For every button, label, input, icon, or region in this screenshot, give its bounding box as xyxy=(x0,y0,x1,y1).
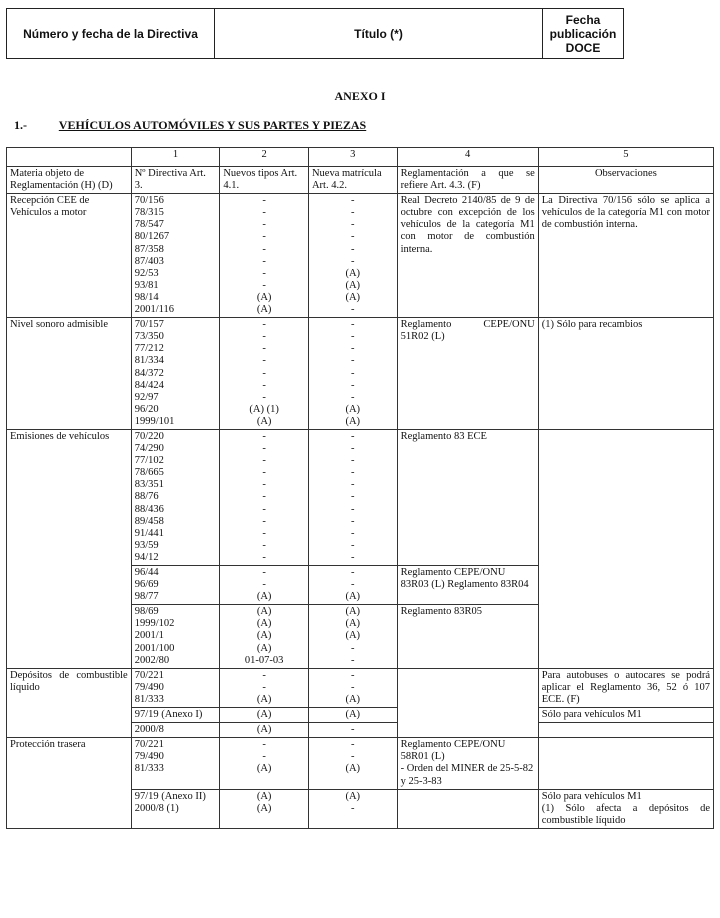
col-number-2: 2 xyxy=(220,148,309,167)
nueva-matricula-list-line: - xyxy=(351,343,355,355)
directiva-list-line: 91/441 xyxy=(134,527,164,539)
nuevos-tipos-list xyxy=(220,429,309,565)
nuevos-tipos-list-line: - xyxy=(262,219,266,231)
nuevos-tipos-list-line: - xyxy=(262,751,266,763)
header-nueva-matricula: Nueva matrícula Art. 4.2. xyxy=(308,167,397,194)
directiva-list-line: 1999/101 xyxy=(134,415,175,427)
nueva-matricula-list-line: - xyxy=(351,443,355,455)
nueva-matricula-list-line: (A) xyxy=(345,606,361,618)
directiva-list xyxy=(131,566,220,605)
directiva-list-line: 97/19 (Anexo II) xyxy=(134,790,206,802)
nueva-matricula-list-line: (A) xyxy=(345,693,361,705)
observaciones-cell: (1) Sólo para recambios xyxy=(538,318,713,430)
directiva-list-line: 2001/116 xyxy=(134,304,174,316)
nueva-matricula-list-line: (A) xyxy=(345,630,361,642)
nuevos-tipos-list-line: - xyxy=(262,515,266,527)
nueva-matricula-list-line: - xyxy=(351,355,355,367)
nueva-matricula-list-line: (A) xyxy=(345,790,361,802)
nueva-matricula-list-line: - xyxy=(351,367,355,379)
col-number-3: 3 xyxy=(308,148,397,167)
nueva-matricula-list-line: - xyxy=(351,319,355,331)
directiva-list-line: 84/372 xyxy=(134,367,164,379)
table-row xyxy=(7,318,714,430)
nueva-matricula-list-line: (A) xyxy=(345,267,361,279)
directiva-list-line: 78/665 xyxy=(134,467,164,479)
nuevos-tipos-list-line: - xyxy=(262,367,266,379)
nueva-matricula-list-line: (A) xyxy=(345,763,361,775)
nueva-matricula-list xyxy=(308,789,397,828)
nuevos-tipos-list-line: (A) xyxy=(256,724,272,736)
nuevos-tipos-list-line: - xyxy=(262,455,266,467)
directiva-list xyxy=(131,194,220,318)
directiva-list-line: 78/315 xyxy=(134,207,164,219)
reglamento-line: - Orden del MINER de 25-5-82 y 25-3-83 xyxy=(400,763,534,787)
nueva-matricula-list-line: - xyxy=(351,739,355,751)
materia-cell: Emisiones de vehículos xyxy=(7,429,132,668)
directiva-list-line: 79/490 xyxy=(134,751,164,763)
header-col-title: Título (*) xyxy=(215,9,543,58)
nuevos-tipos-list-line: - xyxy=(262,669,266,681)
directiva-list-line: 88/76 xyxy=(134,491,159,503)
nuevos-tipos-list-line: (A) xyxy=(256,606,272,618)
directiva-list-line: 70/221 xyxy=(134,739,164,751)
nueva-matricula-list-line: - xyxy=(351,207,355,219)
nueva-matricula-list-line: - xyxy=(351,669,355,681)
nuevos-tipos-list-line: (A) (1) xyxy=(249,403,279,415)
nueva-matricula-list-line: - xyxy=(351,642,355,654)
observaciones-cell: Sólo para vehículos M1 xyxy=(538,708,713,723)
directiva-list-line: 92/97 xyxy=(134,391,159,403)
nueva-matricula-list-line: - xyxy=(351,654,355,666)
directiva-list-line: 81/334 xyxy=(134,355,164,367)
section-title: VEHÍCULOS AUTOMÓVILES Y SUS PARTES Y PIEZAS xyxy=(58,118,367,132)
header-materia: Materia objeto de Reglamentación (H) (D) xyxy=(7,167,132,194)
observaciones-cell xyxy=(538,789,713,828)
nuevos-tipos-list-line: - xyxy=(262,243,266,255)
nuevos-tipos-list-line: (A) xyxy=(256,591,272,603)
directiva-list-line: 79/490 xyxy=(134,681,164,693)
nuevos-tipos-list-line: - xyxy=(262,681,266,693)
nueva-matricula-list-line: - xyxy=(351,503,355,515)
directiva-list-line: 2000/8 xyxy=(134,724,164,736)
nuevos-tipos-list-line: - xyxy=(262,527,266,539)
observaciones-cell xyxy=(538,723,713,738)
nuevos-tipos-list-line: (A) xyxy=(256,630,272,642)
directiva-list xyxy=(131,668,220,707)
observaciones-cell: Para autobuses o autocares se podrá aplicar el Reglamento 36, 52 ó 107 ECE. (F) xyxy=(538,668,713,707)
directives-table xyxy=(6,147,714,829)
col-number-4: 4 xyxy=(397,148,538,167)
nueva-matricula-list-line: (A) xyxy=(345,709,361,721)
nueva-matricula-list-line: - xyxy=(351,551,355,563)
nuevos-tipos-list xyxy=(220,708,309,723)
directiva-list-line: 92/53 xyxy=(134,267,159,279)
nuevos-tipos-list-line: (A) xyxy=(256,802,272,814)
observaciones-cell xyxy=(538,738,713,789)
nueva-matricula-list-line: - xyxy=(351,219,355,231)
nueva-matricula-list-line: (A) xyxy=(345,403,361,415)
nuevos-tipos-list-line: - xyxy=(262,319,266,331)
materia-cell: Protección trasera xyxy=(7,738,132,829)
directiva-list xyxy=(131,723,220,738)
directiva-list-line: 2001/1 xyxy=(134,630,164,642)
directiva-list-line: 98/14 xyxy=(134,291,159,303)
materia-cell: Depósitos de combustible líquido xyxy=(7,668,132,737)
col-number-1: 1 xyxy=(131,148,220,167)
nuevos-tipos-list-line: (A) xyxy=(256,291,272,303)
directiva-list-line: 98/69 xyxy=(134,606,159,618)
directiva-list-line: 70/156 xyxy=(134,195,164,207)
nueva-matricula-list-line: - xyxy=(351,455,355,467)
table-row xyxy=(7,429,714,565)
nuevos-tipos-list-line: (A) xyxy=(256,763,272,775)
nueva-matricula-list xyxy=(308,566,397,605)
directiva-list-line: 78/547 xyxy=(134,219,164,231)
section-number: 1.- xyxy=(14,118,27,132)
nueva-matricula-list-line: - xyxy=(351,681,355,693)
nueva-matricula-list-line: - xyxy=(351,724,355,736)
reglamento-cell: Reglamento CEPE/ONU 83R03 (L) Reglamento 83R04 xyxy=(397,566,538,605)
nuevos-tipos-list-line: - xyxy=(262,467,266,479)
column-number-row xyxy=(7,148,714,167)
nueva-matricula-list xyxy=(308,738,397,789)
materia-cell: Recepción CEE de Vehículos a motor xyxy=(7,194,132,318)
nuevos-tipos-list xyxy=(220,723,309,738)
nuevos-tipos-list xyxy=(220,318,309,430)
directiva-list-line: 73/350 xyxy=(134,331,164,343)
directiva-list-line: 70/157 xyxy=(134,319,164,331)
nuevos-tipos-list xyxy=(220,738,309,789)
nuevos-tipos-list-line: - xyxy=(262,343,266,355)
table-row xyxy=(7,194,714,318)
directiva-list-line: 98/77 xyxy=(134,591,159,603)
nuevos-tipos-list-line: - xyxy=(262,231,266,243)
nueva-matricula-list-line: - xyxy=(351,430,355,442)
nuevos-tipos-list-line: - xyxy=(262,279,266,291)
nueva-matricula-list xyxy=(308,605,397,668)
reglamento-cell xyxy=(397,738,538,789)
nuevos-tipos-list-line: - xyxy=(262,539,266,551)
nuevos-tipos-list-line: 01-07-03 xyxy=(244,654,284,666)
nuevos-tipos-list xyxy=(220,668,309,707)
nuevos-tipos-list-line: (A) xyxy=(256,642,272,654)
directiva-list-line: 94/12 xyxy=(134,551,159,563)
nuevos-tipos-list-line: - xyxy=(262,391,266,403)
nuevos-tipos-list-line: (A) xyxy=(256,618,272,630)
header-col-publication: Fecha publicación DOCE xyxy=(549,12,617,55)
nueva-matricula-list-line: - xyxy=(351,751,355,763)
nueva-matricula-list-line: - xyxy=(351,539,355,551)
nueva-matricula-list xyxy=(308,668,397,707)
directiva-list-line: 93/59 xyxy=(134,539,159,551)
nuevos-tipos-list-line: - xyxy=(262,567,266,578)
header-nuevos-tipos: Nuevos tipos Art. 4.1. xyxy=(220,167,309,194)
nueva-matricula-list-line: - xyxy=(351,195,355,207)
nueva-matricula-list-line: - xyxy=(351,379,355,391)
nueva-matricula-list-line: - xyxy=(351,304,355,316)
nuevos-tipos-list-line: - xyxy=(262,503,266,515)
reglamento-cell: Real Decreto 2140/85 de 9 de octubre con excepción de los vehículos de la categoría M1 con motor de combustión interna. xyxy=(397,194,538,318)
nueva-matricula-list-line: - xyxy=(351,567,355,578)
nueva-matricula-list xyxy=(308,318,397,430)
nueva-matricula-list xyxy=(308,194,397,318)
observaciones-cell: La Directiva 70/156 sólo se aplica a vehículos de la categoría M1 con motor de combustión interna. xyxy=(538,194,713,318)
nuevos-tipos-list-line: - xyxy=(262,579,266,591)
nueva-matricula-list-line: - xyxy=(351,527,355,539)
directiva-list xyxy=(131,605,220,668)
directiva-list-line: 77/212 xyxy=(134,343,164,355)
directiva-list-line: 81/333 xyxy=(134,763,164,775)
annex-title: ANEXO I xyxy=(334,89,386,103)
directive-header xyxy=(6,8,624,59)
section-heading xyxy=(14,118,366,133)
observaciones-line: (1) Sólo afecta a depósitos de combustible líquido xyxy=(541,802,710,826)
nuevos-tipos-list xyxy=(220,605,309,668)
nueva-matricula-list-line: - xyxy=(351,491,355,503)
observaciones-cell xyxy=(538,429,713,668)
directiva-list-line: 87/403 xyxy=(134,255,164,267)
nuevos-tipos-list-line: (A) xyxy=(256,790,272,802)
directiva-list-line: 87/358 xyxy=(134,243,164,255)
directiva-list-line: 96/44 xyxy=(134,567,159,578)
nuevos-tipos-list-line: - xyxy=(262,195,266,207)
reglamento-cell: Reglamento 83R05 xyxy=(397,605,538,668)
col-number-0 xyxy=(7,148,132,167)
directiva-list-line: 96/69 xyxy=(134,579,159,591)
table-row xyxy=(7,668,714,707)
directiva-list-line: 97/19 (Anexo I) xyxy=(134,709,203,721)
nueva-matricula-list xyxy=(308,708,397,723)
directiva-list xyxy=(131,789,220,828)
nuevos-tipos-list-line: - xyxy=(262,379,266,391)
nueva-matricula-list-line: - xyxy=(351,331,355,343)
directiva-list xyxy=(131,429,220,565)
directiva-list-line: 74/290 xyxy=(134,443,164,455)
reglamento-cell: Reglamento 83 ECE xyxy=(397,429,538,565)
directiva-list-line: 2000/8 (1) xyxy=(134,802,179,814)
col-number-5: 5 xyxy=(538,148,713,167)
nuevos-tipos-list-line: (A) xyxy=(256,709,272,721)
directiva-list-line: 88/436 xyxy=(134,503,164,515)
directiva-list-line: 89/458 xyxy=(134,515,164,527)
directiva-list-line: 83/351 xyxy=(134,479,164,491)
directiva-list-line: 77/102 xyxy=(134,455,164,467)
reglamento-cell xyxy=(397,789,538,828)
directiva-list xyxy=(131,708,220,723)
nueva-matricula-list xyxy=(308,429,397,565)
reglamento-cell xyxy=(397,668,538,737)
nueva-matricula-list-line: - xyxy=(351,243,355,255)
directiva-list-line: 70/220 xyxy=(134,430,164,442)
directiva-list-line: 2001/100 xyxy=(134,642,175,654)
nueva-matricula-list-line: - xyxy=(351,467,355,479)
column-header-row xyxy=(7,167,714,194)
directiva-list-line: 80/1267 xyxy=(134,231,170,243)
directiva-list-line: 93/81 xyxy=(134,279,159,291)
directiva-list-line: 2002/80 xyxy=(134,654,170,666)
directiva-list-line: 84/424 xyxy=(134,379,164,391)
nueva-matricula-list-line: (A) xyxy=(345,618,361,630)
nueva-matricula-list-line: (A) xyxy=(345,415,361,427)
nuevos-tipos-list-line: - xyxy=(262,255,266,267)
directiva-list-line: 70/221 xyxy=(134,669,164,681)
directiva-list xyxy=(131,738,220,789)
directiva-list-line: 1999/102 xyxy=(134,618,175,630)
directiva-list-line: 96/20 xyxy=(134,403,159,415)
nuevos-tipos-list xyxy=(220,789,309,828)
nueva-matricula-list-line: (A) xyxy=(345,291,361,303)
nuevos-tipos-list xyxy=(220,566,309,605)
nuevos-tipos-list-line: - xyxy=(262,207,266,219)
nuevos-tipos-list-line: - xyxy=(262,479,266,491)
nueva-matricula-list-line: - xyxy=(351,515,355,527)
table-row xyxy=(7,738,714,789)
nueva-matricula-list-line: (A) xyxy=(345,279,361,291)
nueva-matricula-list-line: - xyxy=(351,255,355,267)
nuevos-tipos-list-line: - xyxy=(262,355,266,367)
nuevos-tipos-list-line: (A) xyxy=(256,693,272,705)
nuevos-tipos-list-line: - xyxy=(262,739,266,751)
header-col-number-date: Número y fecha de la Directiva xyxy=(7,9,215,58)
directiva-list xyxy=(131,318,220,430)
nuevos-tipos-list xyxy=(220,194,309,318)
nueva-matricula-list xyxy=(308,723,397,738)
nuevos-tipos-list-line: - xyxy=(262,267,266,279)
nuevos-tipos-list-line: (A) xyxy=(256,415,272,427)
nueva-matricula-list-line: (A) xyxy=(345,591,361,603)
nuevos-tipos-list-line: - xyxy=(262,491,266,503)
directiva-list-line: 81/333 xyxy=(134,693,164,705)
reglamento-line: Reglamento CEPE/ONU 58R01 (L) xyxy=(400,739,506,763)
nuevos-tipos-list-line: - xyxy=(262,430,266,442)
header-reglamentacion: Reglamentación a que se refiere Art. 4.3. (F) xyxy=(397,167,538,194)
nuevos-tipos-list-line: (A) xyxy=(256,304,272,316)
nueva-matricula-list-line: - xyxy=(351,579,355,591)
nuevos-tipos-list-line: - xyxy=(262,443,266,455)
materia-cell: Nivel sonoro admisible xyxy=(7,318,132,430)
header-directiva: Nº Directiva Art. 3. xyxy=(131,167,220,194)
nueva-matricula-list-line: - xyxy=(351,802,355,814)
nuevos-tipos-list-line: - xyxy=(262,331,266,343)
header-observaciones: Observaciones xyxy=(538,167,713,194)
observaciones-line: Sólo para vehículos M1 xyxy=(541,790,642,802)
nuevos-tipos-list-line: - xyxy=(262,551,266,563)
nueva-matricula-list-line: - xyxy=(351,479,355,491)
nueva-matricula-list-line: - xyxy=(351,231,355,243)
nueva-matricula-list-line: - xyxy=(351,391,355,403)
reglamento-cell: Reglamento CEPE/ONU 51R02 (L) xyxy=(397,318,538,430)
